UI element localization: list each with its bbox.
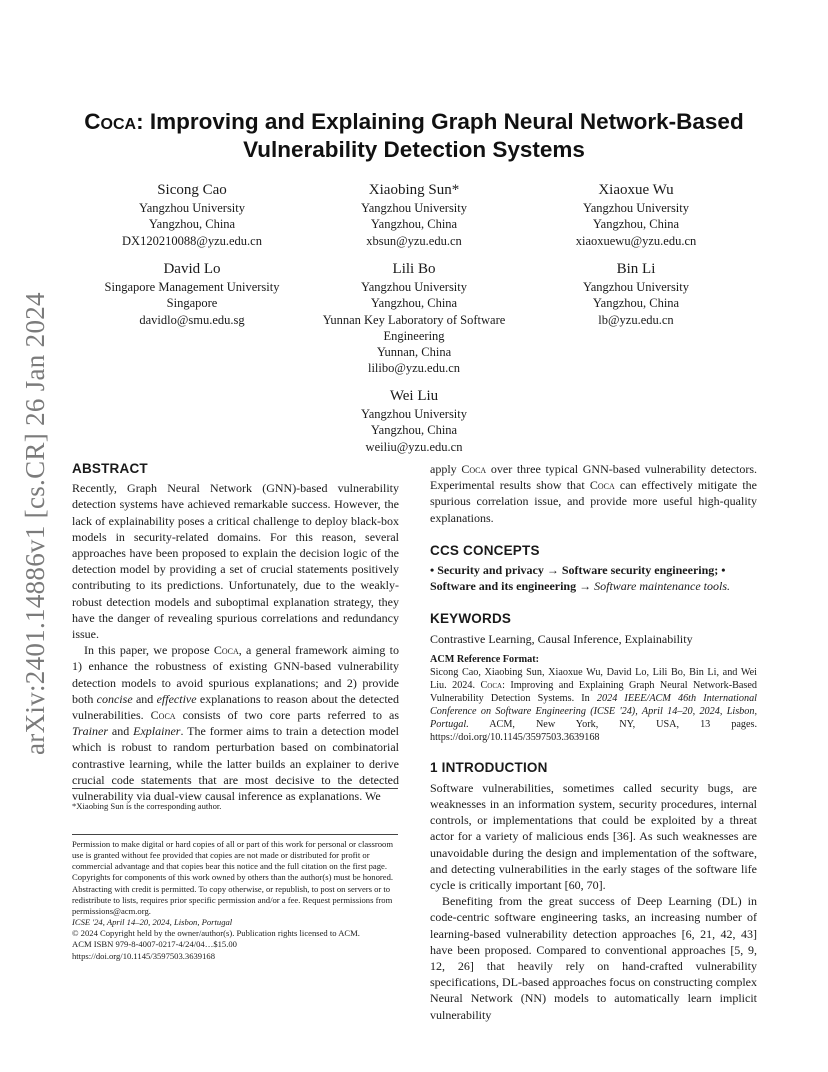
acm-reference-text: Sicong Cao, Xiaobing Sun, Xiaoxue Wu, David Lo, Lili Bo, Bin Li, and Wei Liu. 2024. Coca: Improving and Explaining Graph Neural Network-Based Vulnerability Detection Systems. In 2024 IEEE/ACM 46th International Conference on Software Engineering (ICSE '24), April 14–20, 2024, Lisbon, Portugal. ACM, New York, NY, USA, 13 pages. https://doi.org/10.1145/3597503.3639168 xyxy=(430,666,757,744)
author-affiliation: Yangzhou University xyxy=(582,280,690,294)
author-name: Xiaoxue Wu xyxy=(598,182,674,198)
permission-text: Permission to make digital or hard copies of all or part of this work for personal or classroom use is granted without fee provided that copies are not made or distributed for profit or commercial advantage and that copies bear this notice and the full citation on the first page. Copyrights for components of this work owned by others than the author(s) must be honored. Abstracting with credit is permitted. To copy otherwise, or republish, to post on servers or to redistribute to lists, requires prior specific permission and/or a fee. Request permissions from permissions@acm.org. xyxy=(72,839,394,916)
author-name: Xiaobing Sun* xyxy=(368,182,460,198)
author-name: Sicong Cao xyxy=(157,182,227,198)
venue-line: ICSE '24, April 14–20, 2024, Lisbon, Portugal xyxy=(72,917,233,928)
author-block xyxy=(300,180,528,249)
ccs-text: • Security and privacy → Software security engineering; • Software and its engineering → Software maintenance tools. xyxy=(430,563,730,594)
footnote-rule xyxy=(72,788,398,789)
author-affiliation: Engineering xyxy=(383,328,445,343)
author-block xyxy=(300,386,528,455)
intro-paragraph: Software vulnerabilities, sometimes called security bugs, are weaknesses in an information system, security procedures, internal controls, or implementations that could be exploited by a threat actor for a variety of malicious ends [36]. As such weaknesses are unavoidable during the design and implementation of the software, and detecting vulnerabilities in the early stages of the software life cycle is critically important [60, 70]. xyxy=(430,780,757,892)
author-block xyxy=(524,259,748,328)
author-location: Yangzhou, China xyxy=(592,217,680,232)
author-affiliation: Singapore Management University xyxy=(104,280,280,294)
permission-rule xyxy=(72,834,398,835)
doi-line: https://doi.org/10.1145/3597503.3639168 xyxy=(72,950,215,961)
corresponding-author-footnote: *Xiaobing Sun is the corresponding author. xyxy=(72,801,222,811)
author-email: lilibo@yzu.edu.cn xyxy=(367,361,461,376)
author-email: weiliu@yzu.edu.cn xyxy=(365,439,463,454)
author-affiliation: Yangzhou University xyxy=(360,201,468,215)
paper-title xyxy=(60,108,768,164)
introduction-heading: 1 INTRODUCTION xyxy=(430,760,548,776)
acm-reference xyxy=(430,653,757,745)
isbn-line: ACM ISBN 979-8-4007-0217-4/24/04…$15.00 xyxy=(72,939,237,950)
author-email: xiaoxuewu@yzu.edu.cn xyxy=(575,233,697,248)
keywords-heading: KEYWORDS xyxy=(430,611,512,627)
author-location: Yangzhou, China xyxy=(592,296,680,311)
author-block xyxy=(524,180,748,249)
author-block xyxy=(300,259,528,377)
author-name: Lili Bo xyxy=(392,261,436,277)
author-block xyxy=(80,259,304,328)
permission-block xyxy=(72,839,399,962)
title-system-name: Coca xyxy=(84,109,137,134)
author-location: Yangzhou, China xyxy=(148,217,236,232)
intro-paragraph: Benefiting from the great success of Deep Learning (DL) in code-centric software engineering tasks, an increasing number of learning-based vulnerability detection approaches [6, 21, 42, 43] have been proposed. Compared to conventional approaches [5, 9, 12, 26] that heavily rely on hand-crafted vulnerability specifications, DL-based approaches focus on constructing complex Neural Network (NN) models to automatically learn implicit vulnerability xyxy=(430,894,757,1022)
author-location: Yangzhou, China xyxy=(370,296,458,311)
author-email: DX120210088@yzu.edu.cn xyxy=(122,233,262,248)
abstract-heading: ABSTRACT xyxy=(72,461,148,476)
arxiv-identifier: arXiv:2401.14886v1 [cs.CR] 26 Jan 2024 xyxy=(20,292,50,755)
author-affiliation: Yangzhou University xyxy=(582,201,690,215)
author-location: Singapore xyxy=(166,296,218,311)
right-column xyxy=(430,461,757,1023)
abstract-paragraph: In this paper, we propose Coca, a general framework aiming to 1) enhance the robustness of existing GNN-based vulnerability detection models to avoid spurious explanations; and 2) provide both concise and effective explanations to reason about the detected vulnerabilities. Coca consists of two core parts referred to as Trainer and Explainer. The former aims to train a detection model which is robust to random perturbation based on combinatorial contrastive learning, while the latter builds an explainer to derive crucial code statements that are most decisive to the detected vulnerability via dual-view causal inference as explanations. We xyxy=(72,643,400,804)
title-rest: : Improving and Explaining Graph Neural Network-Based Vulnerability Detection Systems xyxy=(136,109,744,162)
author-block xyxy=(80,180,304,249)
author-location: Yangzhou, China xyxy=(370,423,458,438)
author-location: Yunnan, China xyxy=(376,345,452,360)
abstract-continuation: apply Coca over three typical GNN-based vulnerability detectors. Experimental results show that Coca can effectively mitigate the spurious correlation issue, and provide more useful high-quality explanations. xyxy=(430,462,757,525)
author-affiliation: Yangzhou University xyxy=(360,407,468,421)
author-email: davidlo@smu.edu.sg xyxy=(139,312,245,327)
abstract-section xyxy=(72,461,399,804)
acm-reference-heading: ACM Reference Format: xyxy=(430,653,539,665)
keywords-text: Contrastive Learning, Causal Inference, Explainability xyxy=(430,631,693,646)
author-name: Bin Li xyxy=(616,261,656,277)
ccs-heading: CCS CONCEPTS xyxy=(430,542,540,558)
author-affiliation: Yangzhou University xyxy=(138,201,246,215)
author-location: Yangzhou, China xyxy=(370,217,458,232)
author-name: David Lo xyxy=(163,261,221,277)
author-affiliation: Yunnan Key Laboratory of Software xyxy=(322,312,506,327)
author-name: Wei Liu xyxy=(389,388,439,404)
author-email: xbsun@yzu.edu.cn xyxy=(366,233,462,248)
author-affiliation: Yangzhou University xyxy=(360,280,468,294)
abstract-paragraph: Recently, Graph Neural Network (GNN)-based vulnerability detection systems have achieved remarkable success. However, the lack of explainability poses a critical challenge to deploy black-box models in security-related domains. For this reason, several approaches have been proposed to explain the decision logic of the detection model by providing a set of crucial statements positively contributing to its predictions. Unfortunately, due to the weakly-robust detection models and suboptimal explanation strategy, they have the danger of revealing spurious correlations and redundancy issue. xyxy=(72,481,399,642)
copyright-line: © 2024 Copyright held by the owner/author(s). Publication rights licensed to ACM. xyxy=(72,928,360,939)
author-email: lb@yzu.edu.cn xyxy=(598,312,674,327)
